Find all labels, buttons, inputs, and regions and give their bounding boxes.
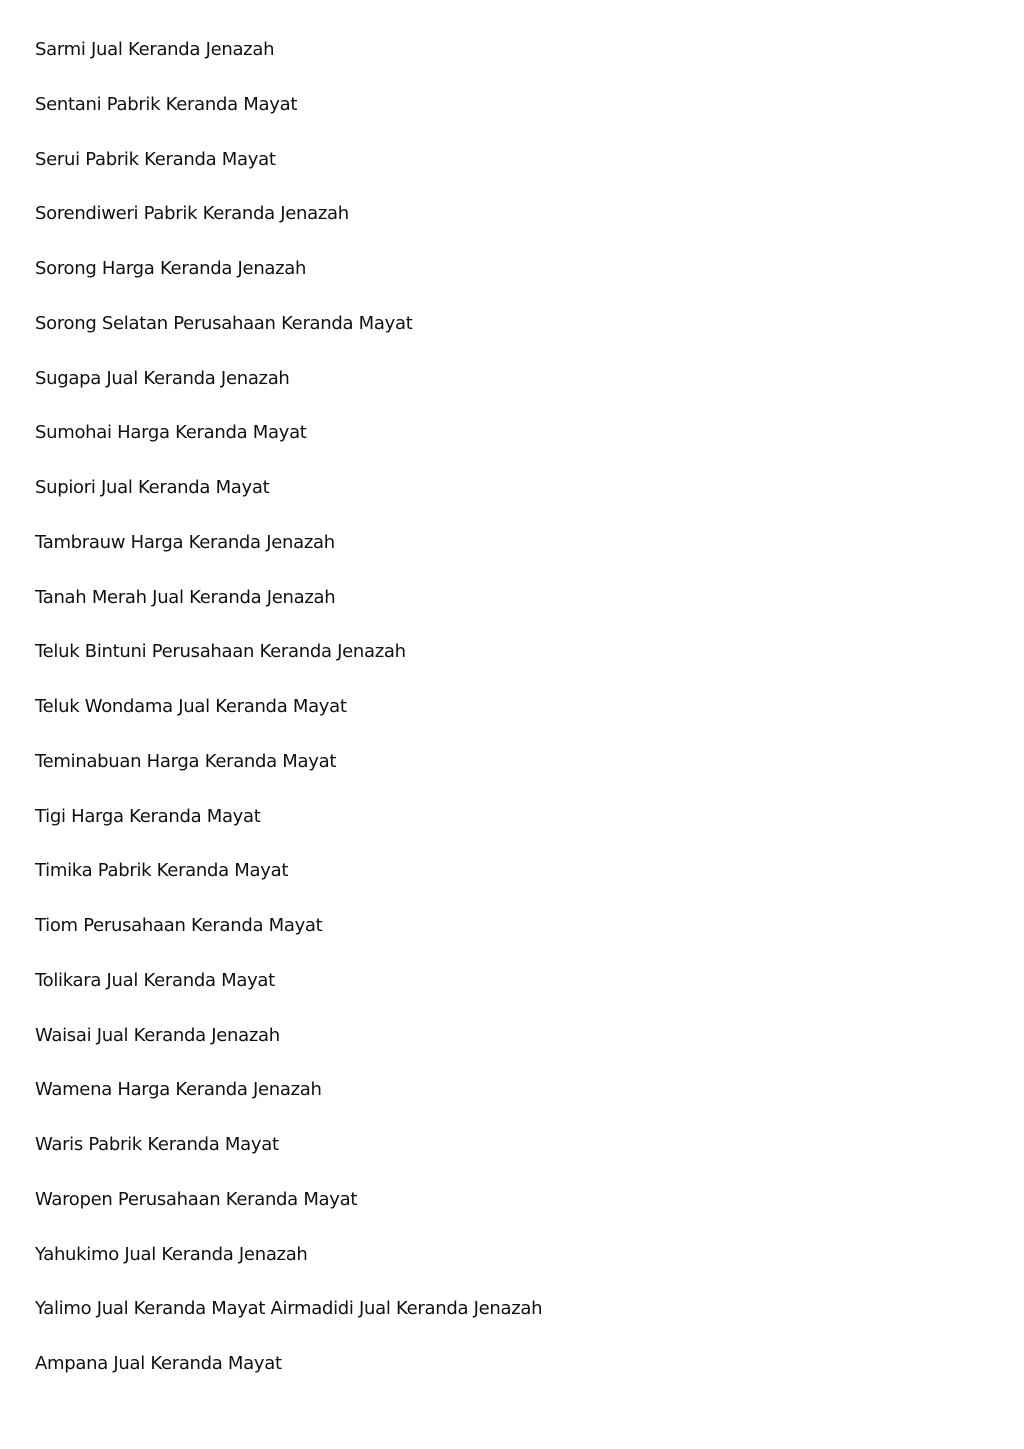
list-item: Teluk Wondama Jual Keranda Mayat — [35, 696, 347, 717]
list-item: Yalimo Jual Keranda Mayat Airmadidi Jual Keranda Jenazah — [35, 1298, 543, 1320]
list-item: Tanah Merah Jual Keranda Jenazah — [35, 586, 336, 608]
list-item: Wamena Harga Keranda Jenazah — [35, 1079, 322, 1101]
list-item: Waris Pabrik Keranda Mayat — [35, 1134, 279, 1155]
list-item: Sarmi Jual Keranda Jenazah — [35, 39, 275, 60]
list-item: Tigi Harga Keranda Mayat — [35, 805, 261, 827]
list-item: Sentani Pabrik Keranda Mayat — [35, 93, 298, 115]
location-list — [35, 38, 542, 1407]
list-item: Sugapa Jual Keranda Jenazah — [35, 367, 290, 389]
list-item: Timika Pabrik Keranda Mayat — [35, 860, 289, 882]
list-item: Sorong Harga Keranda Jenazah — [35, 258, 307, 279]
list-item: Waropen Perusahaan Keranda Mayat — [35, 1188, 358, 1210]
list-item: Teluk Bintuni Perusahaan Keranda Jenazah — [35, 641, 406, 663]
list-item: Waisai Jual Keranda Jenazah — [35, 1024, 280, 1046]
list-item: Sorendiweri Pabrik Keranda Jenazah — [35, 203, 349, 225]
list-item: Tolikara Jual Keranda Mayat — [35, 969, 275, 991]
list-item: Ampana Jual Keranda Mayat — [35, 1353, 282, 1374]
list-item: Teminabuan Harga Keranda Mayat — [35, 750, 337, 772]
list-item: Serui Pabrik Keranda Mayat — [35, 148, 276, 170]
list-item: Sorong Selatan Perusahaan Keranda Mayat — [35, 312, 413, 334]
list-item: Tambrauw Harga Keranda Jenazah — [35, 531, 335, 553]
list-item: Tiom Perusahaan Keranda Mayat — [35, 915, 323, 936]
list-item: Yahukimo Jual Keranda Jenazah — [35, 1243, 308, 1265]
list-item: Supiori Jual Keranda Mayat — [35, 477, 270, 498]
list-item: Sumohai Harga Keranda Mayat — [35, 422, 307, 444]
